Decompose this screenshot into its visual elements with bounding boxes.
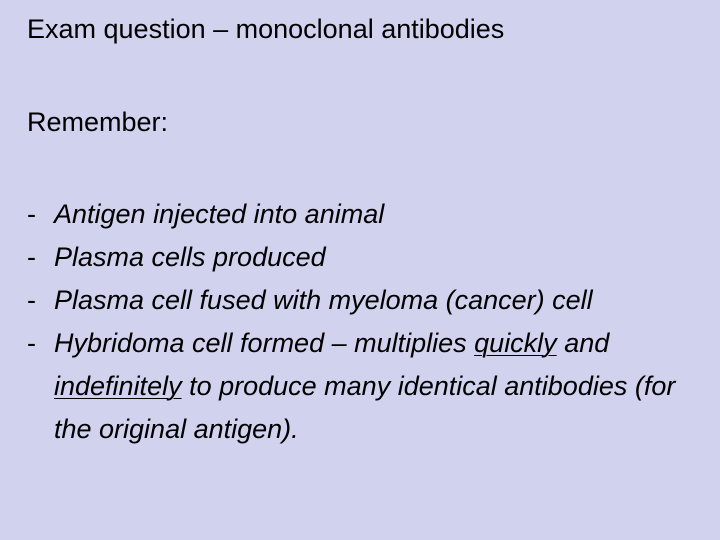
list-item: [27, 193, 687, 236]
bullet-dash: -: [27, 328, 36, 358]
underlined-word-quickly: quickly: [474, 328, 557, 358]
underlined-word-indefinitely: indefinitely: [54, 371, 182, 401]
list-item: [27, 279, 687, 322]
bullet-dash: -: [27, 242, 36, 272]
bullet-text-antigen: Antigen injected into animal: [54, 199, 385, 229]
list-item: [27, 236, 687, 279]
hybridoma-text-part: and: [556, 328, 610, 358]
bullet-list: [27, 193, 687, 451]
list-item: [27, 322, 687, 451]
hybridoma-text-part: to produce many identical antibodies (for the original antigen).: [54, 371, 676, 444]
bullet-text-fusion: Plasma cell fused with myeloma (cancer) cell: [54, 285, 593, 315]
bullet-text-hybridoma: [54, 322, 687, 451]
hybridoma-text-part: Hybridoma cell formed – multiplies: [54, 328, 475, 358]
bullet-text-plasma-cells: Plasma cells produced: [54, 242, 326, 272]
bullet-dash: -: [27, 285, 36, 315]
bullet-dash: -: [27, 199, 36, 229]
remember-heading: Remember:: [27, 107, 169, 137]
slide-title: Exam question – monoclonal antibodies: [27, 14, 505, 44]
